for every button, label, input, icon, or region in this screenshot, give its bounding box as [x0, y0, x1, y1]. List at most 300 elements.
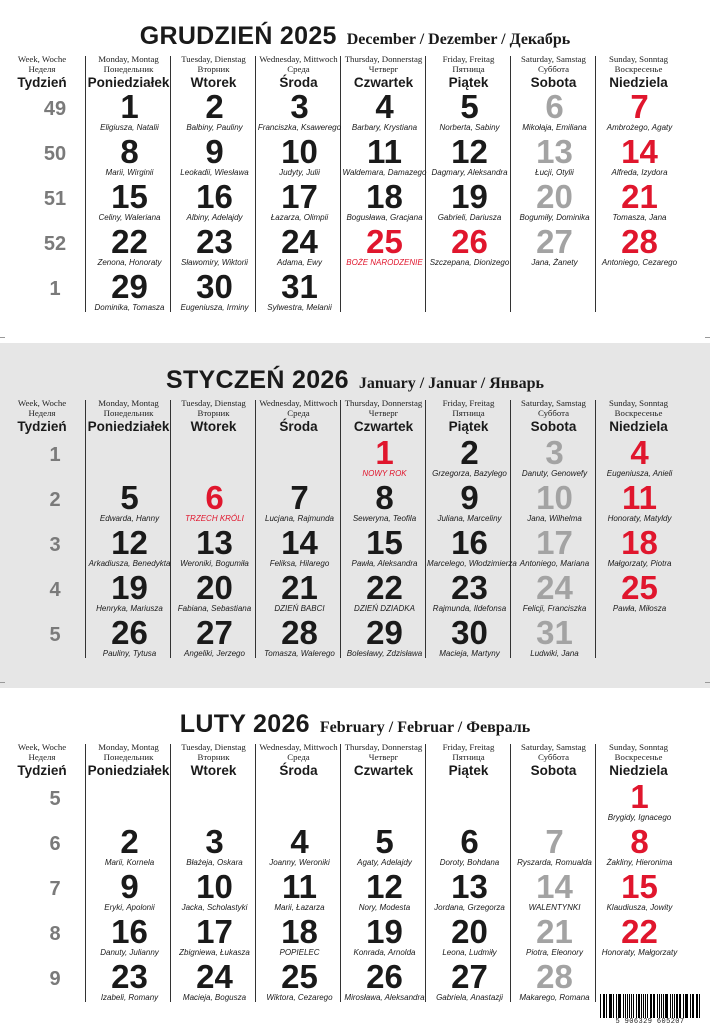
day-header-polish: Czwartek: [353, 419, 414, 434]
day-number: 13: [451, 868, 488, 905]
day-number: 3: [290, 88, 309, 125]
barcode-bar: [613, 994, 614, 1018]
barcode-bar: [631, 994, 632, 1018]
day-header-ru: Воскресенье: [614, 752, 663, 762]
day-header-en-de: Thursday, Donnerstag: [344, 742, 423, 752]
day-number: 8: [630, 823, 649, 860]
day-number: 5: [460, 88, 479, 125]
name-days: Zenona, Honoraty: [97, 258, 162, 267]
name-days: Małgorzaty, Piotra: [607, 559, 672, 568]
crop-mark: [705, 682, 710, 683]
day-cell: [87, 869, 172, 914]
day-cell: [597, 224, 682, 269]
day-number: 9: [205, 133, 224, 170]
name-days: Felicji, Franciszka: [522, 604, 587, 613]
day-number: 18: [366, 178, 403, 215]
day-header-en-de: Thursday, Donnerstag: [344, 398, 423, 408]
day-cell: [87, 134, 172, 179]
barcode-bar: [600, 994, 601, 1018]
day-cell: [597, 824, 682, 869]
barcode-bar: [603, 994, 604, 1018]
day-number: 25: [366, 223, 403, 260]
day-cell: [597, 89, 682, 134]
day-number: 7: [290, 479, 309, 516]
name-days: Gabriela, Anastazji: [436, 993, 503, 1002]
day-cell: [342, 615, 427, 660]
day-header-polish: Niedziela: [609, 419, 668, 434]
day-number: 30: [196, 268, 233, 305]
name-days: Marii, Wirginii: [105, 168, 154, 177]
day-header: [85, 742, 172, 778]
day-number: 12: [451, 133, 488, 170]
name-days: Wiktora, Cezarego: [266, 993, 333, 1002]
day-cell: [597, 869, 682, 914]
day-number: 19: [366, 913, 403, 950]
day-header-en-de: Wednesday, Mittwoch: [259, 54, 338, 64]
month-title-row: [0, 366, 710, 400]
week-header-label: Week, Woche: [17, 54, 67, 64]
barcode-bar: [653, 994, 655, 1018]
day-number: 14: [281, 524, 318, 561]
day-header-polish: Sobota: [530, 763, 577, 778]
name-days: Bogumiły, Dominika: [519, 213, 590, 222]
day-header-ru: Воскресенье: [614, 408, 663, 418]
name-days: Jana, Żanety: [531, 258, 578, 267]
week-header-polish: Tydzień: [17, 763, 67, 778]
day-cell: [172, 824, 257, 869]
day-header-ru: Четверг: [368, 64, 399, 74]
barcode-bar: [633, 994, 634, 1018]
barcode-bar: [674, 994, 675, 1018]
barcode-bar: [638, 994, 640, 1018]
day-header-polish: Piątek: [448, 763, 489, 778]
day-cell: [512, 914, 597, 959]
day-cell: [342, 570, 427, 615]
name-days: Klaudiusza, Jowity: [606, 903, 673, 912]
month-title: GRUDZIEŃ 2025: [139, 22, 337, 50]
day-cell: [172, 224, 257, 269]
day-number: 20: [196, 569, 233, 606]
name-days: POPIELEC: [279, 948, 320, 957]
day-header-ru: Среда: [287, 752, 310, 762]
day-header-ru: Среда: [287, 408, 310, 418]
day-header: [595, 54, 682, 90]
name-days: WALENTYNKI: [528, 903, 581, 912]
day-number: 12: [366, 868, 403, 905]
day-cell: [512, 89, 597, 134]
day-header: [425, 742, 512, 778]
day-header: [255, 742, 342, 778]
day-cell: [512, 525, 597, 570]
day-header: [255, 398, 342, 434]
name-days: Honoraty, Matyldy: [607, 514, 672, 523]
day-cell: [512, 480, 597, 525]
crop-mark: [705, 337, 710, 338]
name-days: Dominika, Tomasza: [94, 303, 165, 312]
barcode-bar: [665, 994, 666, 1018]
day-number: 27: [196, 614, 233, 651]
name-days: Makarego, Romana: [519, 993, 590, 1002]
day-number: 4: [375, 88, 394, 125]
day-number: 22: [621, 913, 658, 950]
day-number: 15: [111, 178, 148, 215]
week-header-label: Week, Woche: [17, 742, 67, 752]
day-cell: [512, 224, 597, 269]
name-days: Ludwiki, Jana: [530, 649, 579, 658]
name-days: Bogusława, Gracjana: [346, 213, 423, 222]
day-header-polish: Niedziela: [609, 75, 668, 90]
day-number: 2: [120, 823, 139, 860]
month-subtitle: February / Februar / Февраль: [319, 719, 531, 736]
day-header-polish: Wtorek: [190, 763, 237, 778]
day-number: 1: [375, 434, 394, 471]
week-header-polish: Tydzień: [17, 75, 67, 90]
name-days: Ambrożego, Agaty: [606, 123, 673, 132]
name-days: Agaty, Adelajdy: [357, 858, 412, 867]
day-header: [255, 54, 342, 90]
name-days: Marii, Kornela: [104, 858, 155, 867]
barcode-bar: [693, 994, 694, 1018]
day-header-ru: Четверг: [368, 408, 399, 418]
week-number: 1: [49, 444, 61, 466]
day-cell: [87, 959, 172, 1004]
day-cell: [427, 615, 512, 660]
day-header-ru: Понедельник: [103, 752, 154, 762]
name-days: Łucji, Otylii: [535, 168, 574, 177]
day-cell: [427, 134, 512, 179]
name-days: Pawła, Miłosza: [612, 604, 667, 613]
day-cell: [597, 480, 682, 525]
day-header-ru: Понедельник: [103, 64, 154, 74]
day-header-polish: Poniedziałek: [87, 75, 170, 90]
name-days: Danuty, Genowefy: [521, 469, 588, 478]
day-cell: [172, 179, 257, 224]
day-cell: [512, 615, 597, 660]
week-number: 9: [49, 968, 61, 990]
day-cell: [342, 134, 427, 179]
day-header-ru: Пятница: [452, 752, 485, 762]
barcode-bar: [661, 994, 662, 1018]
day-cell: [257, 269, 342, 314]
name-days: Joanny, Weroniki: [269, 858, 330, 867]
week-header-label: Неделя: [28, 64, 56, 74]
column-divider: [85, 56, 86, 312]
day-number: 5: [375, 823, 394, 860]
day-header-ru: Вторник: [197, 408, 230, 418]
day-number: 13: [536, 133, 573, 170]
day-cell: [342, 525, 427, 570]
day-number: 11: [367, 133, 402, 170]
day-header-en-de: Thursday, Donnerstag: [344, 54, 423, 64]
day-header-polish: Wtorek: [190, 75, 237, 90]
name-days: Sylwestra, Melanii: [267, 303, 332, 312]
day-number: 26: [451, 223, 488, 260]
day-cell: [172, 480, 257, 525]
barcode-bar: [663, 994, 664, 1018]
day-header: [170, 398, 257, 434]
day-header-ru: Вторник: [197, 752, 230, 762]
day-number: 14: [621, 133, 658, 170]
day-number: 28: [281, 614, 318, 651]
name-days: Henryka, Mariusza: [96, 604, 163, 613]
day-header-en-de: Tuesday, Dienstag: [181, 742, 246, 752]
name-days: Macieja, Bogusza: [182, 993, 247, 1002]
day-cell: [87, 914, 172, 959]
day-number: 5: [120, 479, 139, 516]
barcode-bar: [666, 994, 667, 1018]
name-days: Żakliny, Hieronima: [606, 858, 673, 867]
name-days: Juliana, Marceliny: [437, 514, 502, 523]
day-number: 21: [281, 569, 318, 606]
week-header-polish: Tydzień: [17, 419, 67, 434]
name-days: Doroty, Bohdana: [439, 858, 500, 867]
barcode-bar: [683, 994, 684, 1018]
day-number: 25: [621, 569, 658, 606]
day-header-ru: Среда: [287, 64, 310, 74]
day-header-ru: Пятница: [452, 64, 485, 74]
day-number: 11: [622, 479, 657, 516]
day-cell: [597, 134, 682, 179]
day-header-en-de: Saturday, Samstag: [521, 54, 586, 64]
day-header-en-de: Sunday, Sonntag: [608, 398, 669, 408]
crop-mark: [0, 337, 5, 338]
week-number: 8: [49, 923, 61, 945]
name-days: Eryki, Apolonii: [104, 903, 155, 912]
day-cell: [257, 570, 342, 615]
day-cell: [257, 134, 342, 179]
day-header: [170, 742, 257, 778]
name-days: Mirosława, Aleksandra: [344, 993, 425, 1002]
day-cell: [427, 89, 512, 134]
day-cell: [257, 525, 342, 570]
day-number: 18: [281, 913, 318, 950]
day-header: [85, 54, 172, 90]
barcode-bar: [623, 994, 625, 1018]
name-days: Alfreda, Izydora: [611, 168, 668, 177]
day-number: 23: [111, 958, 148, 995]
day-cell: [342, 435, 427, 480]
day-number: 22: [366, 569, 403, 606]
name-days: Rajmunda, Ildefonsa: [432, 604, 507, 613]
week-number: 5: [49, 788, 61, 810]
name-days: Seweryna, Teofila: [352, 514, 417, 523]
day-number: 19: [111, 569, 148, 606]
day-number: 10: [196, 868, 233, 905]
day-number: 19: [451, 178, 488, 215]
barcode-bars: [600, 994, 700, 1018]
month-title-row: [0, 22, 710, 56]
name-days: Zbigniewa, Łukasza: [179, 948, 250, 957]
day-number: 8: [375, 479, 394, 516]
day-cell: [87, 224, 172, 269]
day-cell: [427, 959, 512, 1004]
name-days: Feliksa, Hilarego: [269, 559, 330, 568]
name-days: Adama, Ewy: [277, 258, 322, 267]
day-cell: [512, 869, 597, 914]
barcode-bar: [610, 994, 612, 1018]
holiday-name: TRZECH KRÓLI: [185, 514, 244, 523]
name-days: Marcelego, Włodzimierza: [427, 559, 517, 568]
day-header-polish: Piątek: [448, 419, 489, 434]
day-header-en-de: Tuesday, Dienstag: [181, 398, 246, 408]
holiday-name: NOWY ROK: [362, 469, 407, 478]
name-days: Gabrieli, Dariusza: [437, 213, 502, 222]
week-number: 7: [49, 878, 61, 900]
day-number: 31: [281, 268, 318, 305]
day-cell: [257, 869, 342, 914]
name-days: Celiny, Waleriana: [98, 213, 161, 222]
week-column-header: [0, 742, 84, 778]
day-header-polish: Czwartek: [353, 75, 414, 90]
day-number: 24: [536, 569, 573, 606]
day-header-ru: Вторник: [197, 64, 230, 74]
day-cell: [172, 269, 257, 314]
week-header-label: Неделя: [28, 752, 56, 762]
day-number: 28: [536, 958, 573, 995]
barcode-bar: [641, 994, 642, 1018]
name-days: Norberta, Sabiny: [439, 123, 500, 132]
name-days: Jacka, Scholastyki: [181, 903, 248, 912]
name-days: Arkadiusza, Benedykta: [88, 559, 171, 568]
week-header-label: Неделя: [28, 408, 56, 418]
name-days: Waldemara, Damazego: [342, 168, 427, 177]
day-number: 23: [451, 569, 488, 606]
barcode-bar: [657, 994, 658, 1018]
day-header: [510, 54, 597, 90]
barcode-bar: [659, 994, 660, 1018]
day-cell: [172, 869, 257, 914]
week-number: 3: [49, 534, 61, 556]
name-days: Brygidy, Ignacego: [607, 813, 672, 822]
day-cell: [257, 89, 342, 134]
day-cell: [597, 525, 682, 570]
day-header-en-de: Wednesday, Mittwoch: [259, 398, 338, 408]
name-days: Eugeniusza, Anieli: [606, 469, 673, 478]
day-cell: [257, 824, 342, 869]
day-cell: [342, 89, 427, 134]
barcode-bar: [699, 994, 700, 1018]
week-number: 52: [43, 233, 67, 255]
month-title-row: [0, 710, 710, 744]
day-header: [340, 54, 427, 90]
day-cell: [427, 224, 512, 269]
day-number: 10: [536, 479, 573, 516]
day-number: 21: [621, 178, 658, 215]
day-cell: [342, 824, 427, 869]
day-header: [510, 398, 597, 434]
day-cell: [257, 179, 342, 224]
day-cell: [257, 914, 342, 959]
day-number: 23: [196, 223, 233, 260]
day-cell: [257, 480, 342, 525]
barcode-bar: [696, 994, 697, 1018]
day-header-polish: Niedziela: [609, 763, 668, 778]
name-days: Leokadii, Wiesława: [180, 168, 249, 177]
day-number: 27: [536, 223, 573, 260]
name-days: Lucjana, Rajmunda: [265, 514, 334, 523]
day-number: 4: [290, 823, 309, 860]
name-days: DZIEŃ BABCI: [274, 604, 325, 613]
day-number: 7: [630, 88, 649, 125]
day-cell: [512, 134, 597, 179]
day-cell: [172, 134, 257, 179]
day-cell: [427, 524, 517, 570]
day-header-ru: Суббота: [537, 408, 570, 418]
name-days: Eligiusza, Natalii: [100, 123, 159, 132]
day-number: 17: [281, 178, 318, 215]
week-number: 2: [49, 489, 61, 511]
day-cell: [427, 480, 512, 525]
day-number: 25: [281, 958, 318, 995]
day-number: 29: [111, 268, 148, 305]
month-subtitle: December / Dezember / Декабрь: [346, 31, 571, 48]
day-cell: [342, 224, 427, 269]
name-days: Pauliny, Tytusa: [102, 649, 157, 658]
barcode-digits: 5 906329 605207: [615, 1018, 685, 1026]
day-cell: [342, 869, 427, 914]
day-number: 17: [196, 913, 233, 950]
day-number: 9: [120, 868, 139, 905]
day-cell: [342, 179, 427, 224]
day-number: 2: [205, 88, 224, 125]
name-days: Edwarda, Hanny: [99, 514, 160, 523]
day-header-polish: Wtorek: [190, 419, 237, 434]
name-days: Sławomiry, Wiktorii: [181, 258, 248, 267]
day-number: 26: [111, 614, 148, 651]
day-cell: [87, 179, 172, 224]
day-number: 22: [111, 223, 148, 260]
day-cell: [597, 779, 682, 824]
day-cell: [87, 480, 172, 525]
name-days: Mikołaja, Emiliana: [522, 123, 587, 132]
day-header-en-de: Saturday, Samstag: [521, 398, 586, 408]
month-subtitle: January / Januar / Январь: [358, 375, 544, 392]
day-number: 12: [111, 524, 148, 561]
barcode-bar: [618, 994, 619, 1018]
day-number: 1: [630, 778, 649, 815]
day-header-polish: Poniedziałek: [87, 763, 170, 778]
day-header-polish: Piątek: [448, 75, 489, 90]
day-cell: [172, 89, 257, 134]
name-days: Konrada, Arnolda: [353, 948, 416, 957]
day-cell: [87, 269, 172, 314]
barcode-bar: [676, 994, 677, 1018]
day-number: 28: [621, 223, 658, 260]
name-days: Barbary, Krystiana: [351, 123, 418, 132]
name-days: Tomasza, Jana: [612, 213, 667, 222]
name-days: Szczepana, Dionizego: [429, 258, 510, 267]
day-number: 6: [545, 88, 564, 125]
day-number: 29: [366, 614, 403, 651]
week-column-header: [0, 398, 84, 434]
name-days: Piotra, Eleonory: [526, 948, 583, 957]
day-number: 18: [621, 524, 658, 561]
day-header-polish: Poniedziałek: [87, 419, 170, 434]
barcode-bar: [686, 994, 688, 1018]
barcode-bar: [679, 994, 680, 1018]
day-header: [170, 54, 257, 90]
day-cell: [427, 179, 512, 224]
name-days: Angeliki, Jerzego: [184, 649, 245, 658]
day-number: 15: [621, 868, 658, 905]
barcode-bar: [619, 994, 620, 1018]
name-days: Danuty, Julianny: [100, 948, 159, 957]
day-header-en-de: Saturday, Samstag: [521, 742, 586, 752]
name-days: Łazarza, Olimpii: [270, 213, 329, 222]
day-number: 20: [536, 178, 573, 215]
day-cell: [87, 525, 172, 570]
day-cell: [257, 959, 342, 1004]
